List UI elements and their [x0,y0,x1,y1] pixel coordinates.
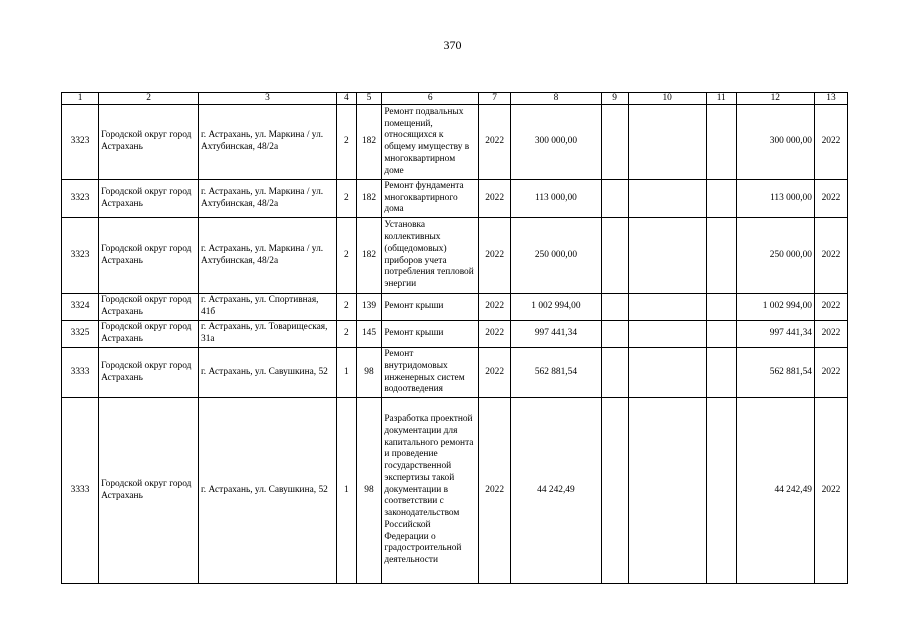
total-cost-cell: 113 000,00 [736,180,814,218]
column-11-cell [706,180,736,218]
year-cell: 2022 [479,348,511,398]
column-4-cell: 2 [337,294,357,321]
column-4-cell: 1 [337,398,357,584]
column-9-cell [601,348,628,398]
column-5-cell: 182 [356,180,382,218]
total-cost-cell: 997 441,34 [736,321,814,348]
total-cost-cell: 44 242,49 [736,398,814,584]
address-cell: г. Астрахань, ул. Маркина / ул. Ахтубинская, 48/2а [199,218,337,294]
municipality-cell: Городской округ город Астрахань [99,218,199,294]
column-10-cell [628,105,706,180]
cost-cell: 44 242,49 [511,398,602,584]
column-4-cell: 2 [337,180,357,218]
year-cell: 2022 [479,294,511,321]
work-type-cell: Ремонт фундамента многоквартирного дома [382,180,479,218]
column-10-cell [628,348,706,398]
work-type-cell: Установка коллективных (общедомовых) приборов учета потребления тепловой энергии [382,218,479,294]
cost-cell: 562 881,54 [511,348,602,398]
row-number-cell: 3333 [62,398,99,584]
municipality-cell: Городской округ город Астрахань [99,105,199,180]
municipality-cell: Городской округ город Астрахань [99,348,199,398]
year-cell: 2022 [479,398,511,584]
work-type-cell: Разработка проектной документации для капитального ремонта и проведение государственной экспертизы такой документации в соответствии с законодательством Российской Федерации о градостроительной деятельности [382,398,479,584]
repair-register-table [61,92,848,584]
column-header-cell: 8 [511,93,602,105]
row-number-cell: 3323 [62,218,99,294]
work-type-cell: Ремонт крыши [382,294,479,321]
column-header-cell: 3 [199,93,337,105]
column-10-cell [628,218,706,294]
year-cell: 2022 [479,105,511,180]
column-4-cell: 2 [337,218,357,294]
row-number-cell: 3324 [62,294,99,321]
page-number: 370 [443,38,462,52]
address-cell: г. Астрахань, ул. Савушкина, 52 [199,398,337,584]
year-cell: 2022 [479,321,511,348]
cost-cell: 250 000,00 [511,218,602,294]
column-9-cell [601,180,628,218]
column-header-cell: 11 [706,93,736,105]
row-number-cell: 3325 [62,321,99,348]
table-row [62,398,848,584]
table-row [62,294,848,321]
total-cost-cell: 250 000,00 [736,218,814,294]
column-5-cell: 139 [356,294,382,321]
column-5-cell: 145 [356,321,382,348]
column-11-cell [706,294,736,321]
table-row [62,218,848,294]
municipality-cell: Городской округ город Астрахань [99,180,199,218]
address-cell: г. Астрахань, ул. Спортивная, 41б [199,294,337,321]
table-row [62,105,848,180]
column-number-header-row [62,93,848,105]
row-number-cell: 3323 [62,105,99,180]
column-header-cell: 12 [736,93,814,105]
municipality-cell: Городской округ город Астрахань [99,321,199,348]
completion-year-cell: 2022 [814,348,847,398]
completion-year-cell: 2022 [814,321,847,348]
cost-cell: 300 000,00 [511,105,602,180]
column-9-cell [601,105,628,180]
work-type-cell: Ремонт крыши [382,321,479,348]
table-row [62,348,848,398]
column-header-cell: 6 [382,93,479,105]
column-header-cell: 4 [337,93,357,105]
column-10-cell [628,180,706,218]
column-11-cell [706,398,736,584]
row-number-cell: 3333 [62,348,99,398]
column-header-cell: 2 [99,93,199,105]
column-10-cell [628,398,706,584]
total-cost-cell: 562 881,54 [736,348,814,398]
column-9-cell [601,321,628,348]
column-header-cell: 9 [601,93,628,105]
column-11-cell [706,348,736,398]
column-4-cell: 2 [337,105,357,180]
completion-year-cell: 2022 [814,294,847,321]
work-type-cell: Ремонт подвальных помещений, относящихся к общему имуществу в многоквартирном доме [382,105,479,180]
column-header-cell: 1 [62,93,99,105]
total-cost-cell: 1 002 994,00 [736,294,814,321]
column-4-cell: 1 [337,348,357,398]
column-10-cell [628,294,706,321]
cost-cell: 113 000,00 [511,180,602,218]
column-header-cell: 7 [479,93,511,105]
municipality-cell: Городской округ город Астрахань [99,294,199,321]
column-9-cell [601,218,628,294]
cost-cell: 1 002 994,00 [511,294,602,321]
year-cell: 2022 [479,218,511,294]
address-cell: г. Астрахань, ул. Савушкина, 52 [199,348,337,398]
cost-cell: 997 441,34 [511,321,602,348]
column-10-cell [628,321,706,348]
column-5-cell: 182 [356,218,382,294]
table-row [62,180,848,218]
column-header-cell: 5 [356,93,382,105]
completion-year-cell: 2022 [814,180,847,218]
year-cell: 2022 [479,180,511,218]
column-11-cell [706,321,736,348]
completion-year-cell: 2022 [814,105,847,180]
municipality-cell: Городской округ город Астрахань [99,398,199,584]
address-cell: г. Астрахань, ул. Маркина / ул. Ахтубинская, 48/2а [199,180,337,218]
work-type-cell: Ремонт внутридомовых инженерных систем водоотведения [382,348,479,398]
address-cell: г. Астрахань, ул. Товарищеская, 31а [199,321,337,348]
column-9-cell [601,294,628,321]
column-4-cell: 2 [337,321,357,348]
table-row [62,321,848,348]
row-number-cell: 3323 [62,180,99,218]
completion-year-cell: 2022 [814,218,847,294]
column-header-cell: 10 [628,93,706,105]
total-cost-cell: 300 000,00 [736,105,814,180]
column-5-cell: 182 [356,105,382,180]
column-5-cell: 98 [356,348,382,398]
address-cell: г. Астрахань, ул. Маркина / ул. Ахтубинская, 48/2а [199,105,337,180]
column-5-cell: 98 [356,398,382,584]
completion-year-cell: 2022 [814,398,847,584]
column-9-cell [601,398,628,584]
column-11-cell [706,105,736,180]
column-header-cell: 13 [814,93,847,105]
column-11-cell [706,218,736,294]
